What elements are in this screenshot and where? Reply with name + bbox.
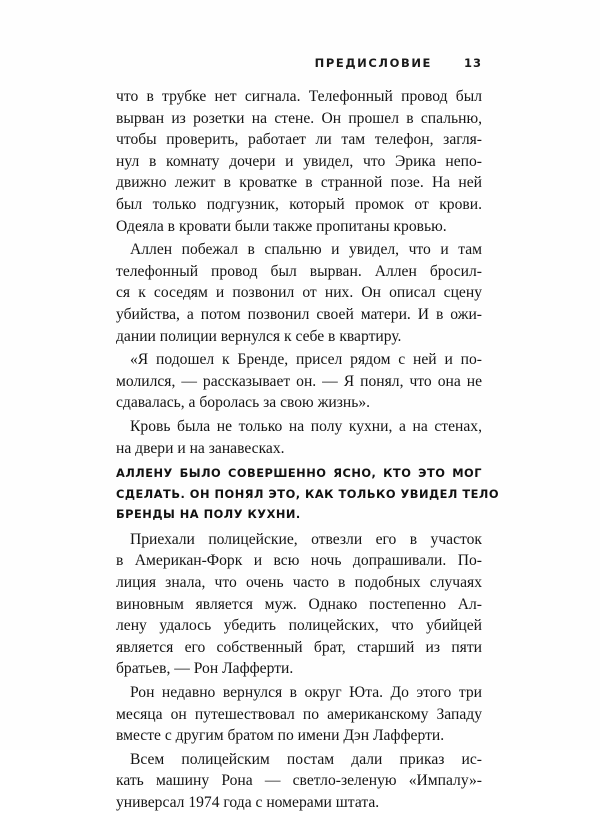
text-line: Рон недавно вернулся в округ Юта. До этого три [130,684,482,702]
text-line: в Американ-Форк и всю ночь допрашивали. По- [116,552,482,570]
highlight-line: СДЕЛАТЬ. ОН ПОНЯЛ ЭТО, КАК ТОЛЬКО УВИДЕЛ ТЕЛО [116,486,500,501]
text-line: на двери и на занавесках. [116,439,285,457]
body-text [116,86,500,814]
highlight-line: БРЕНДЫ НА ПОЛУ КУХНИ. [116,507,301,522]
text-line: вырван из розетки на стене. Он прошел в спальню, [116,109,482,127]
text-line: убийства, а потом позвонил своей матери. И в ожи- [116,305,482,323]
text-line: дании полиции вернулся к себе в квартиру. [116,327,402,345]
text-line: лену удалось убедить полицейских, что убийцей [116,617,482,635]
text-line: Приехали полицейские, отвезли его в участок [130,530,482,548]
text-line: Аллен побежал в спальню и увидел, что и там [130,241,482,259]
text-line: месяца он путешествовал по американскому Западу [116,705,482,723]
text-line: молился, — рассказывает он. — Я понял, что она не [116,372,482,390]
text-line: Кровь была не только на полу кухни, а на стенах, [130,417,482,435]
text-line: виновным является муж. Однако постепенно Ал- [116,595,482,613]
text-line: Одеяла в кровати были также пропитаны кровью. [116,217,447,235]
text-line: был только подгузник, который промок от крови. [116,195,482,213]
text-line: лиция знала, что очень часто в подобных случаях [116,574,482,592]
text-line: кать машину Рона — светло-зеленую «Импалу»- [116,772,482,790]
text-line: «Я подошел к Бренде, присел рядом с ней и по- [130,351,482,369]
chapter-title: ПРЕДИСЛОВИЕ [314,56,432,70]
text-line: вместе с другим братом по имени Дэн Лафферти. [116,727,445,745]
text-line: чтобы проверить, работает ли там телефон, загля- [116,131,482,149]
page-number: 13 [463,56,482,70]
highlight-line: АЛЛЕНУ БЫЛО СОВЕРШЕННО ЯСНО, КТО ЭТО МОГ [116,466,482,481]
text-line: нул в комнату дочери и увидел, что Эрика непо- [116,152,482,170]
text-line: является его собственный брат, старший из пяти [116,638,482,656]
text-line: что в трубке нет сигнала. Телефонный провод был [116,88,482,105]
text-line: универсал 1974 года с номерами штата. [116,794,380,811]
text-line: телефонный провод был вырван. Аллен бросил- [116,262,482,280]
text-line: ся к соседям и позвонил от них. Он описал сцену [116,284,482,302]
text-line: движно лежит в кроватке в странной позе. На ней [116,174,482,192]
running-head [116,56,482,72]
text-line: братьев, — Рон Лафферти. [116,660,294,678]
text-line: сдавалась, а боролась за свою жизнь». [116,394,371,412]
text-line: Всем полицейским постам дали приказ ис- [130,750,482,768]
